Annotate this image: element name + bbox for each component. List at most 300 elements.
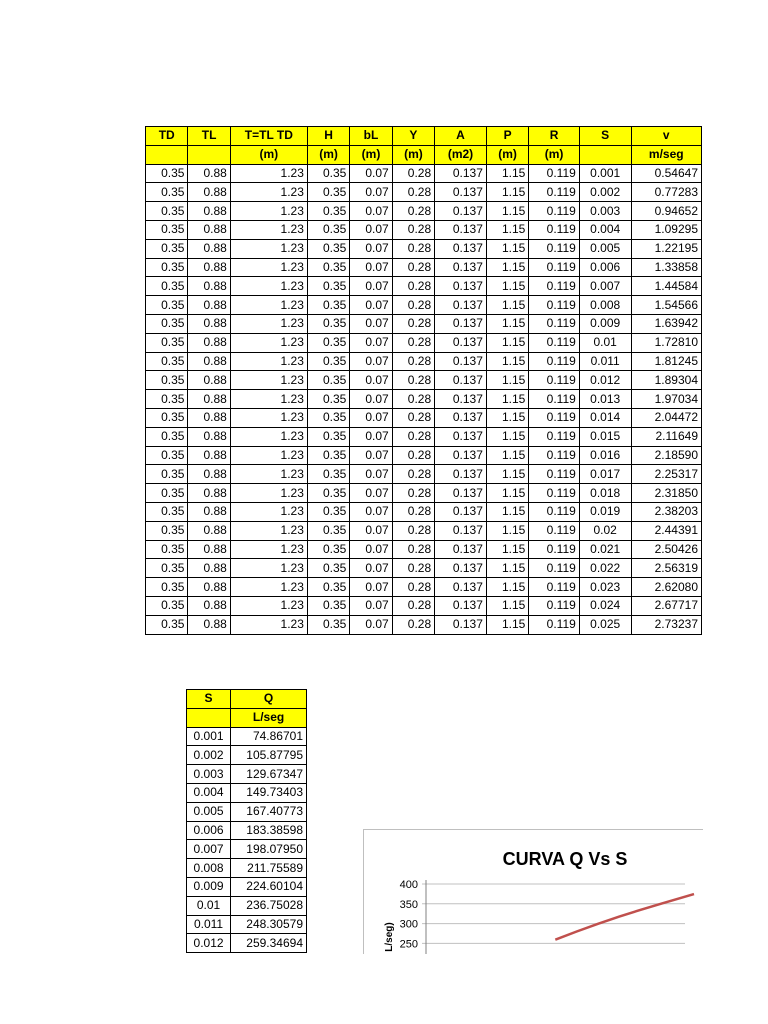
table-cell: 0.119 <box>529 183 580 202</box>
table-cell: 2.11649 <box>631 427 701 446</box>
table-cell: 0.28 <box>392 578 434 597</box>
table-cell: 0.88 <box>188 333 230 352</box>
table-cell: 0.35 <box>146 352 188 371</box>
column-unit-6: (m2) <box>435 145 487 164</box>
table-row <box>146 578 702 597</box>
table-cell: 0.35 <box>307 333 349 352</box>
table-cell: 0.01 <box>579 333 631 352</box>
column-header-0: TD <box>146 127 188 146</box>
table-cell: 0.137 <box>435 484 487 503</box>
table-cell: 1.23 <box>230 446 307 465</box>
table-row <box>146 540 702 559</box>
table-cell: 0.137 <box>435 258 487 277</box>
table-cell: 1.33858 <box>631 258 701 277</box>
table-cell: 0.119 <box>529 465 580 484</box>
table-row <box>146 371 702 390</box>
table-cell: 0.019 <box>579 502 631 521</box>
table-row <box>187 821 307 840</box>
table-cell: 1.23 <box>230 239 307 258</box>
table-cell: 0.119 <box>529 427 580 446</box>
table-cell: 0.35 <box>146 202 188 221</box>
table-cell: 0.35 <box>146 164 188 183</box>
table-row <box>146 408 702 427</box>
table-cell: 0.119 <box>529 540 580 559</box>
table-row <box>146 183 702 202</box>
table-cell: 1.15 <box>486 390 528 409</box>
table-cell: 0.35 <box>307 220 349 239</box>
table-cell: 1.15 <box>486 465 528 484</box>
table-row <box>187 915 307 934</box>
table-cell: 0.35 <box>307 484 349 503</box>
table-cell: 1.23 <box>230 314 307 333</box>
table-cell: 0.119 <box>529 596 580 615</box>
units-row <box>146 145 702 164</box>
units-row <box>187 708 307 727</box>
table-row <box>146 164 702 183</box>
table-row <box>146 465 702 484</box>
y-tick-label: 300 <box>399 918 418 931</box>
table-cell: 0.28 <box>392 239 434 258</box>
table-cell: 0.28 <box>392 390 434 409</box>
table-cell: 0.28 <box>392 502 434 521</box>
table-cell: 0.88 <box>188 258 230 277</box>
table-cell: 0.011 <box>579 352 631 371</box>
table-cell: 0.119 <box>529 559 580 578</box>
table-cell: 2.25317 <box>631 465 701 484</box>
table-row <box>146 314 702 333</box>
table-cell: 0.88 <box>188 296 230 315</box>
table-cell: 1.97034 <box>631 390 701 409</box>
table-cell: 1.15 <box>486 371 528 390</box>
table-cell: 0.07 <box>350 277 392 296</box>
header-row <box>146 127 702 146</box>
table-cell: 1.23 <box>230 390 307 409</box>
table-cell: 0.35 <box>307 352 349 371</box>
table-cell: 0.137 <box>435 408 487 427</box>
table-cell: 0.35 <box>307 408 349 427</box>
table-cell: 0.137 <box>435 596 487 615</box>
table-cell: 0.35 <box>146 559 188 578</box>
table-cell: 0.137 <box>435 427 487 446</box>
table-cell: 0.002 <box>187 746 231 765</box>
table-row <box>187 934 307 953</box>
table-cell: 0.004 <box>579 220 631 239</box>
table-cell: 1.15 <box>486 164 528 183</box>
column-unit-0 <box>187 708 231 727</box>
table-cell: 0.28 <box>392 540 434 559</box>
table-cell: 129.67347 <box>231 765 307 784</box>
table-row <box>187 727 307 746</box>
table-cell: 0.35 <box>146 578 188 597</box>
table-cell: 0.005 <box>579 239 631 258</box>
table-cell: 0.35 <box>307 465 349 484</box>
table-cell: 0.003 <box>187 765 231 784</box>
table-cell: 0.006 <box>579 258 631 277</box>
table-cell: 0.35 <box>146 220 188 239</box>
table-cell: 1.23 <box>230 521 307 540</box>
table-cell: 0.77283 <box>631 183 701 202</box>
table-cell: 0.004 <box>187 783 231 802</box>
table-cell: 1.23 <box>230 333 307 352</box>
table-cell: 0.119 <box>529 314 580 333</box>
table-cell: 0.28 <box>392 446 434 465</box>
table-cell: 259.34694 <box>231 934 307 953</box>
table-cell: 1.15 <box>486 183 528 202</box>
table-cell: 0.07 <box>350 559 392 578</box>
table-cell: 0.137 <box>435 333 487 352</box>
table-cell: 167.40773 <box>231 802 307 821</box>
column-header-1: Q <box>231 690 307 709</box>
table-cell: 0.07 <box>350 239 392 258</box>
table-cell: 1.15 <box>486 202 528 221</box>
column-header-1: TL <box>188 127 230 146</box>
table-cell: 0.35 <box>307 578 349 597</box>
table-cell: 1.23 <box>230 484 307 503</box>
table-cell: 0.88 <box>188 371 230 390</box>
column-header-9: S <box>579 127 631 146</box>
table-cell: 1.23 <box>230 183 307 202</box>
table-cell: 1.15 <box>486 484 528 503</box>
table-cell: 0.07 <box>350 578 392 597</box>
table-cell: 0.88 <box>188 183 230 202</box>
table-cell: 0.35 <box>146 521 188 540</box>
table-cell: 0.119 <box>529 220 580 239</box>
table-cell: 0.119 <box>529 502 580 521</box>
table-cell: 1.72810 <box>631 333 701 352</box>
hydraulic-table-body <box>146 164 702 634</box>
table-cell: 0.119 <box>529 258 580 277</box>
table-cell: 0.28 <box>392 371 434 390</box>
table-cell: 0.88 <box>188 559 230 578</box>
table-cell: 0.28 <box>392 465 434 484</box>
column-header-4: bL <box>350 127 392 146</box>
table-cell: 0.35 <box>307 277 349 296</box>
table-cell: 1.23 <box>230 578 307 597</box>
table-cell: 0.35 <box>146 596 188 615</box>
table-cell: 0.35 <box>307 258 349 277</box>
table-cell: 0.28 <box>392 615 434 634</box>
table-cell: 1.44584 <box>631 277 701 296</box>
table-cell: 0.137 <box>435 220 487 239</box>
y-axis-label: L/seg) <box>384 922 395 952</box>
column-unit-1 <box>188 145 230 164</box>
table-cell: 0.119 <box>529 521 580 540</box>
table-cell: 0.119 <box>529 239 580 258</box>
table-cell: 0.119 <box>529 164 580 183</box>
table-cell: 0.88 <box>188 484 230 503</box>
table-cell: 1.23 <box>230 615 307 634</box>
table-cell: 0.009 <box>579 314 631 333</box>
table-cell: 0.07 <box>350 314 392 333</box>
table-row <box>146 484 702 503</box>
table-cell: 0.35 <box>307 164 349 183</box>
table-cell: 0.07 <box>350 352 392 371</box>
table-cell: 0.35 <box>146 258 188 277</box>
table-cell: 0.023 <box>579 578 631 597</box>
table-cell: 0.021 <box>579 540 631 559</box>
table-cell: 1.15 <box>486 502 528 521</box>
table-cell: 0.35 <box>146 540 188 559</box>
table-cell: 2.38203 <box>631 502 701 521</box>
table-cell: 224.60104 <box>231 877 307 896</box>
table-cell: 1.81245 <box>631 352 701 371</box>
table-cell: 0.001 <box>579 164 631 183</box>
column-header-3: H <box>307 127 349 146</box>
column-unit-8: (m) <box>529 145 580 164</box>
discharge-table-header <box>187 690 307 728</box>
table-row <box>187 840 307 859</box>
table-cell: 1.23 <box>230 258 307 277</box>
table-row <box>146 239 702 258</box>
table-cell: 0.35 <box>146 446 188 465</box>
table-cell: 0.008 <box>579 296 631 315</box>
table-cell: 0.137 <box>435 239 487 258</box>
hydraulic-table <box>145 126 702 635</box>
table-cell: 1.15 <box>486 239 528 258</box>
table-cell: 1.23 <box>230 220 307 239</box>
table-cell: 0.88 <box>188 314 230 333</box>
chart-canvas <box>363 829 703 954</box>
table-cell: 0.002 <box>579 183 631 202</box>
table-cell: 1.15 <box>486 596 528 615</box>
table-cell: 1.22195 <box>631 239 701 258</box>
table-cell: 0.07 <box>350 183 392 202</box>
table-row <box>146 596 702 615</box>
table-cell: 1.15 <box>486 615 528 634</box>
column-unit-10: m/seg <box>631 145 701 164</box>
table-cell: 0.28 <box>392 559 434 578</box>
table-cell: 1.15 <box>486 277 528 296</box>
table-cell: 0.137 <box>435 559 487 578</box>
table-cell: 0.88 <box>188 521 230 540</box>
hydraulic-table-header <box>146 127 702 165</box>
table-cell: 0.012 <box>579 371 631 390</box>
table-cell: 0.28 <box>392 333 434 352</box>
table-cell: 1.15 <box>486 521 528 540</box>
column-header-8: R <box>529 127 580 146</box>
table-cell: 2.73237 <box>631 615 701 634</box>
table-cell: 0.008 <box>187 859 231 878</box>
table-cell: 0.137 <box>435 615 487 634</box>
table-cell: 2.62080 <box>631 578 701 597</box>
table-row <box>146 296 702 315</box>
table-cell: 0.137 <box>435 296 487 315</box>
table-cell: 0.35 <box>146 296 188 315</box>
table-cell: 1.54566 <box>631 296 701 315</box>
table-cell: 0.07 <box>350 502 392 521</box>
table-cell: 2.67717 <box>631 596 701 615</box>
table-cell: 0.35 <box>146 408 188 427</box>
table-cell: 0.35 <box>146 314 188 333</box>
table-cell: 0.35 <box>307 390 349 409</box>
table-cell: 1.15 <box>486 333 528 352</box>
table-cell: 0.137 <box>435 314 487 333</box>
table-cell: 0.07 <box>350 333 392 352</box>
table-cell: 0.28 <box>392 258 434 277</box>
table-cell: 1.15 <box>486 559 528 578</box>
table-cell: 1.23 <box>230 427 307 446</box>
table-cell: 0.35 <box>307 446 349 465</box>
table-row <box>146 352 702 371</box>
table-cell: 0.07 <box>350 540 392 559</box>
table-cell: 0.35 <box>307 427 349 446</box>
table-cell: 0.28 <box>392 596 434 615</box>
table-cell: 1.15 <box>486 578 528 597</box>
table-cell: 0.137 <box>435 183 487 202</box>
table-cell: 0.119 <box>529 296 580 315</box>
chart-title: CURVA Q Vs S <box>502 849 628 869</box>
table-cell: 0.07 <box>350 220 392 239</box>
table-cell: 1.09295 <box>631 220 701 239</box>
table-cell: 0.54647 <box>631 164 701 183</box>
table-cell: 0.137 <box>435 521 487 540</box>
table-cell: 0.07 <box>350 521 392 540</box>
table-cell: 1.15 <box>486 314 528 333</box>
table-cell: 0.35 <box>146 465 188 484</box>
column-header-7: P <box>486 127 528 146</box>
table-row <box>146 220 702 239</box>
table-cell: 0.35 <box>146 333 188 352</box>
table-cell: 0.35 <box>307 371 349 390</box>
table-cell: 0.137 <box>435 371 487 390</box>
table-cell: 0.07 <box>350 390 392 409</box>
table-cell: 0.07 <box>350 465 392 484</box>
table-cell: 0.013 <box>579 390 631 409</box>
table-cell: 0.07 <box>350 615 392 634</box>
table-cell: 0.35 <box>146 390 188 409</box>
table-cell: 0.014 <box>579 408 631 427</box>
column-header-2: T=TL TD <box>230 127 307 146</box>
table-cell: 0.35 <box>146 615 188 634</box>
table-cell: 0.88 <box>188 615 230 634</box>
table-cell: 1.15 <box>486 540 528 559</box>
table-cell: 0.02 <box>579 521 631 540</box>
table-cell: 0.007 <box>579 277 631 296</box>
table-cell: 0.01 <box>187 896 231 915</box>
table-cell: 0.119 <box>529 333 580 352</box>
table-cell: 0.07 <box>350 296 392 315</box>
table-cell: 0.137 <box>435 164 487 183</box>
table-cell: 0.88 <box>188 220 230 239</box>
table-cell: 105.87795 <box>231 746 307 765</box>
table-cell: 0.016 <box>579 446 631 465</box>
table-cell: 0.88 <box>188 446 230 465</box>
table-cell: 2.56319 <box>631 559 701 578</box>
table-row <box>146 502 702 521</box>
table-cell: 0.137 <box>435 502 487 521</box>
table-cell: 0.007 <box>187 840 231 859</box>
table-cell: 0.119 <box>529 578 580 597</box>
table-cell: 0.119 <box>529 202 580 221</box>
table-row <box>187 802 307 821</box>
table-row <box>146 615 702 634</box>
table-cell: 0.137 <box>435 578 487 597</box>
table-cell: 0.119 <box>529 446 580 465</box>
table-cell: 0.88 <box>188 408 230 427</box>
table-cell: 211.75589 <box>231 859 307 878</box>
y-tick-label: 400 <box>399 879 418 891</box>
table-cell: 0.137 <box>435 446 487 465</box>
table-cell: 0.35 <box>307 314 349 333</box>
table-cell: 0.07 <box>350 202 392 221</box>
column-header-6: A <box>435 127 487 146</box>
table-cell: 2.31850 <box>631 484 701 503</box>
table-cell: 0.35 <box>307 183 349 202</box>
table-cell: 0.88 <box>188 202 230 221</box>
table-cell: 0.35 <box>307 615 349 634</box>
column-unit-5: (m) <box>392 145 434 164</box>
table-cell: 0.88 <box>188 277 230 296</box>
table-cell: 0.35 <box>307 540 349 559</box>
table-cell: 0.137 <box>435 202 487 221</box>
table-cell: 0.137 <box>435 465 487 484</box>
table-cell: 1.23 <box>230 540 307 559</box>
table-cell: 0.119 <box>529 352 580 371</box>
table-cell: 1.23 <box>230 502 307 521</box>
table-cell: 0.35 <box>146 183 188 202</box>
table-cell: 149.73403 <box>231 783 307 802</box>
table-cell: 0.28 <box>392 521 434 540</box>
table-cell: 1.15 <box>486 408 528 427</box>
table-cell: 0.07 <box>350 484 392 503</box>
table-cell: 0.88 <box>188 427 230 446</box>
table-cell: 0.07 <box>350 596 392 615</box>
table-cell: 0.28 <box>392 427 434 446</box>
table-cell: 0.28 <box>392 296 434 315</box>
table-cell: 0.119 <box>529 408 580 427</box>
table-cell: 0.28 <box>392 314 434 333</box>
table-cell: 0.009 <box>187 877 231 896</box>
table-cell: 0.35 <box>307 296 349 315</box>
table-cell: 0.88 <box>188 578 230 597</box>
table-cell: 74.86701 <box>231 727 307 746</box>
table-row <box>146 202 702 221</box>
table-cell: 0.35 <box>146 371 188 390</box>
table-cell: 0.88 <box>188 502 230 521</box>
table-cell: 0.07 <box>350 371 392 390</box>
table-cell: 1.15 <box>486 352 528 371</box>
table-cell: 1.23 <box>230 465 307 484</box>
table-cell: 0.137 <box>435 540 487 559</box>
table-cell: 2.50426 <box>631 540 701 559</box>
table-cell: 0.006 <box>187 821 231 840</box>
table-cell: 0.119 <box>529 371 580 390</box>
table-cell: 1.15 <box>486 258 528 277</box>
table-cell: 0.07 <box>350 164 392 183</box>
table-row <box>146 559 702 578</box>
table-cell: 1.15 <box>486 220 528 239</box>
table-cell: 0.35 <box>307 502 349 521</box>
table-cell: 0.35 <box>307 559 349 578</box>
table-cell: 1.23 <box>230 296 307 315</box>
table-row <box>146 277 702 296</box>
column-header-0: S <box>187 690 231 709</box>
table-cell: 0.005 <box>187 802 231 821</box>
table-cell: 1.23 <box>230 164 307 183</box>
table-cell: 0.88 <box>188 465 230 484</box>
table-row <box>187 877 307 896</box>
table-cell: 1.15 <box>486 446 528 465</box>
table-cell: 0.28 <box>392 408 434 427</box>
table-row <box>146 333 702 352</box>
column-unit-4: (m) <box>350 145 392 164</box>
discharge-table <box>186 689 307 953</box>
table-cell: 248.30579 <box>231 915 307 934</box>
table-cell: 0.88 <box>188 352 230 371</box>
table-cell: 0.94652 <box>631 202 701 221</box>
table-cell: 0.35 <box>146 502 188 521</box>
column-unit-0 <box>146 145 188 164</box>
